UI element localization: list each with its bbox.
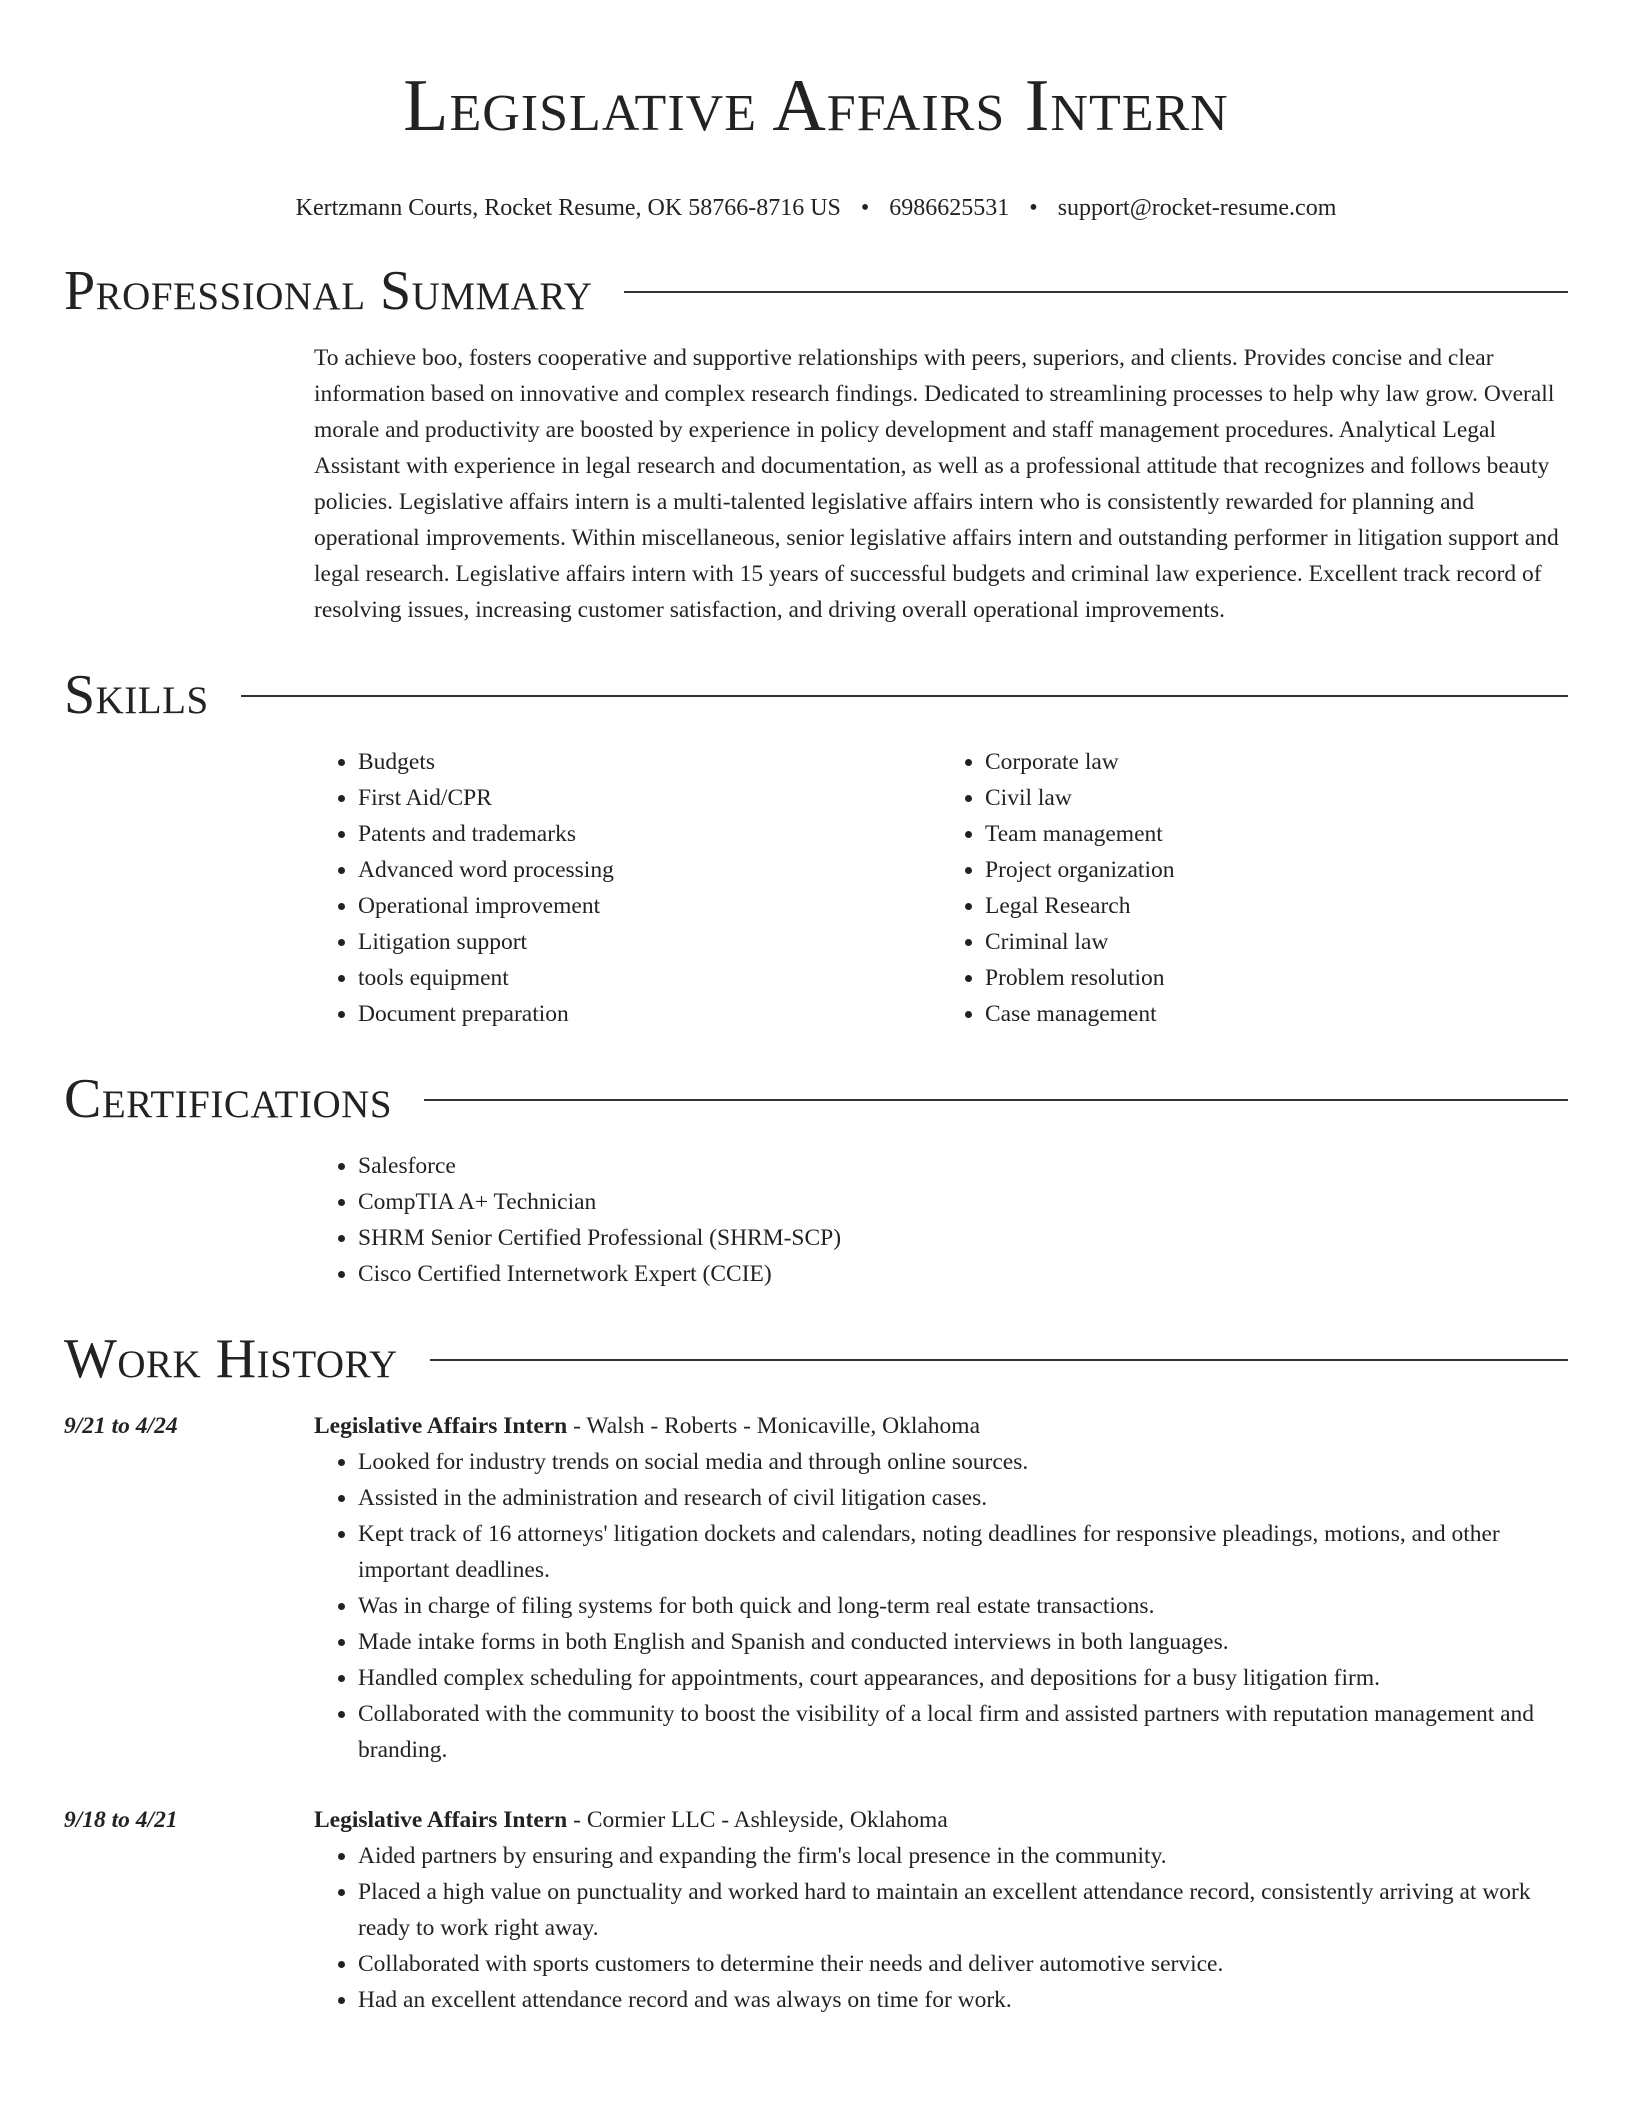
job-employer: - Walsh - Roberts - Monicaville, Oklahoma <box>567 1413 981 1439</box>
skills-heading: Skills <box>64 664 209 726</box>
job-bullet: • Handled complex scheduling for appointments, court appearances, and depositions for a busy litigation firm. <box>358 1660 1568 1696</box>
candidate-name: Legislative Affairs Intern <box>403 65 1229 147</box>
skill-item: • tools equipment <box>358 960 941 996</box>
job-title: Legislative Affairs Intern <box>314 1413 568 1439</box>
job-bullet: • Placed a high value on punctuality and worked hard to maintain an excellent attendance record, consistently arriving at work ready to work right away. <box>358 1874 1568 1946</box>
job-bullet: • Looked for industry trends on social media and through online sources. <box>358 1444 1568 1480</box>
summary-heading: Professional Summary <box>64 260 593 322</box>
skill-item: • Civil law <box>985 780 1568 816</box>
skill-item: • Operational improvement <box>358 888 941 924</box>
skill-item: • Litigation support <box>358 924 941 960</box>
job-bullets <box>314 1838 1568 2018</box>
certification-item: • Cisco Certified Internetwork Expert (CCIE) <box>358 1256 1568 1292</box>
skills-section-header <box>64 664 1568 726</box>
certifications-heading: Certifications <box>64 1068 393 1130</box>
job-bullet: • Was in charge of filing systems for both quick and long-term real estate transactions. <box>358 1588 1568 1624</box>
phone: 6986625531 <box>889 195 1010 221</box>
work-heading: Work History <box>64 1328 398 1390</box>
skill-item: • Document preparation <box>358 996 941 1032</box>
section-divider <box>430 1359 1568 1361</box>
skills-list-right <box>941 744 1568 1032</box>
job-bullet: • Assisted in the administration and research of civil litigation cases. <box>358 1480 1568 1516</box>
email: support@rocket-resume.com <box>1057 195 1337 221</box>
address: Kertzmann Courts, Rocket Resume, OK 58766-8716 US <box>295 195 841 221</box>
certification-item: • CompTIA A+ Technician <box>358 1184 1568 1220</box>
job-dates: 9/21 to 4/24 <box>64 1413 178 1439</box>
job-details <box>314 1802 1568 2018</box>
skill-item: • First Aid/CPR <box>358 780 941 816</box>
job-header <box>314 1408 1568 1444</box>
skill-item: • Budgets <box>358 744 941 780</box>
work-section-header <box>64 1328 1568 1390</box>
contact-separator: • <box>1029 195 1038 221</box>
certification-item: • SHRM Senior Certified Professional (SHRM-SCP) <box>358 1220 1568 1256</box>
section-divider <box>241 695 1568 697</box>
summary-text: To achieve boo, fosters cooperative and supportive relationships with peers, superiors, and clients. Provides concise and clear information based on innovative and complex research findings. Dedicated to streamlining processes to help why law grow. Overall morale and productivity are boosted by experience in policy development and staff management procedures. Analytical Legal Assistant with experience in legal research and documentation, as well as a professional attitude that recognizes and follows beauty policies. Legislative affairs intern is a multi-talented legislative affairs intern who is consistently rewarded for planning and operational improvements. Within miscellaneous, senior legislative affairs intern and outstanding performer in litigation support and legal research. Legislative affairs intern with 15 years of successful budgets and criminal law experience. Excellent track record of resolving issues, increasing customer satisfaction, and driving overall operational improvements. <box>314 345 1559 623</box>
skill-item: • Advanced word processing <box>358 852 941 888</box>
job-bullet: • Aided partners by ensuring and expanding the firm's local presence in the community. <box>358 1838 1568 1874</box>
certification-item: • Salesforce <box>358 1148 1568 1184</box>
section-divider <box>424 1099 1568 1101</box>
skills-list-left <box>314 744 941 1032</box>
summary-section <box>314 340 1568 628</box>
job-title: Legislative Affairs Intern <box>314 1807 568 1833</box>
job-bullet: • Collaborated with the community to boost the visibility of a local firm and assisted partners with reputation management and branding. <box>358 1696 1568 1768</box>
job-bullet: • Made intake forms in both English and Spanish and conducted interviews in both languages. <box>358 1624 1568 1660</box>
certifications-section <box>314 1148 1568 1292</box>
skill-item: • Corporate law <box>985 744 1568 780</box>
job-entry <box>64 1408 1568 1768</box>
summary-section-header <box>64 260 1568 322</box>
skill-item: • Problem resolution <box>985 960 1568 996</box>
job-header <box>314 1802 1568 1838</box>
skill-item: • Case management <box>985 996 1568 1032</box>
job-entry <box>64 1802 1568 2018</box>
skills-section <box>314 744 1568 1032</box>
section-divider <box>624 291 1568 293</box>
job-employer: - Cormier LLC - Ashleyside, Oklahoma <box>567 1807 948 1833</box>
contact-line <box>64 192 1568 224</box>
job-bullets <box>314 1444 1568 1768</box>
certifications-list <box>314 1148 1568 1292</box>
job-bullet: • Had an excellent attendance record and was always on time for work. <box>358 1982 1568 2018</box>
skill-item: • Team management <box>985 816 1568 852</box>
skill-item: • Patents and trademarks <box>358 816 941 852</box>
contact-separator: • <box>860 195 870 221</box>
job-bullet: • Kept track of 16 attorneys' litigation dockets and calendars, noting deadlines for responsive pleadings, motions, and other important deadlines. <box>358 1516 1568 1588</box>
certifications-section-header <box>64 1068 1568 1130</box>
skill-item: • Criminal law <box>985 924 1568 960</box>
skill-item: • Project organization <box>985 852 1568 888</box>
job-details <box>314 1408 1568 1768</box>
job-dates: 9/18 to 4/21 <box>64 1807 178 1833</box>
skill-item: • Legal Research <box>985 888 1568 924</box>
job-bullet: • Collaborated with sports customers to determine their needs and deliver automotive service. <box>358 1946 1568 1982</box>
